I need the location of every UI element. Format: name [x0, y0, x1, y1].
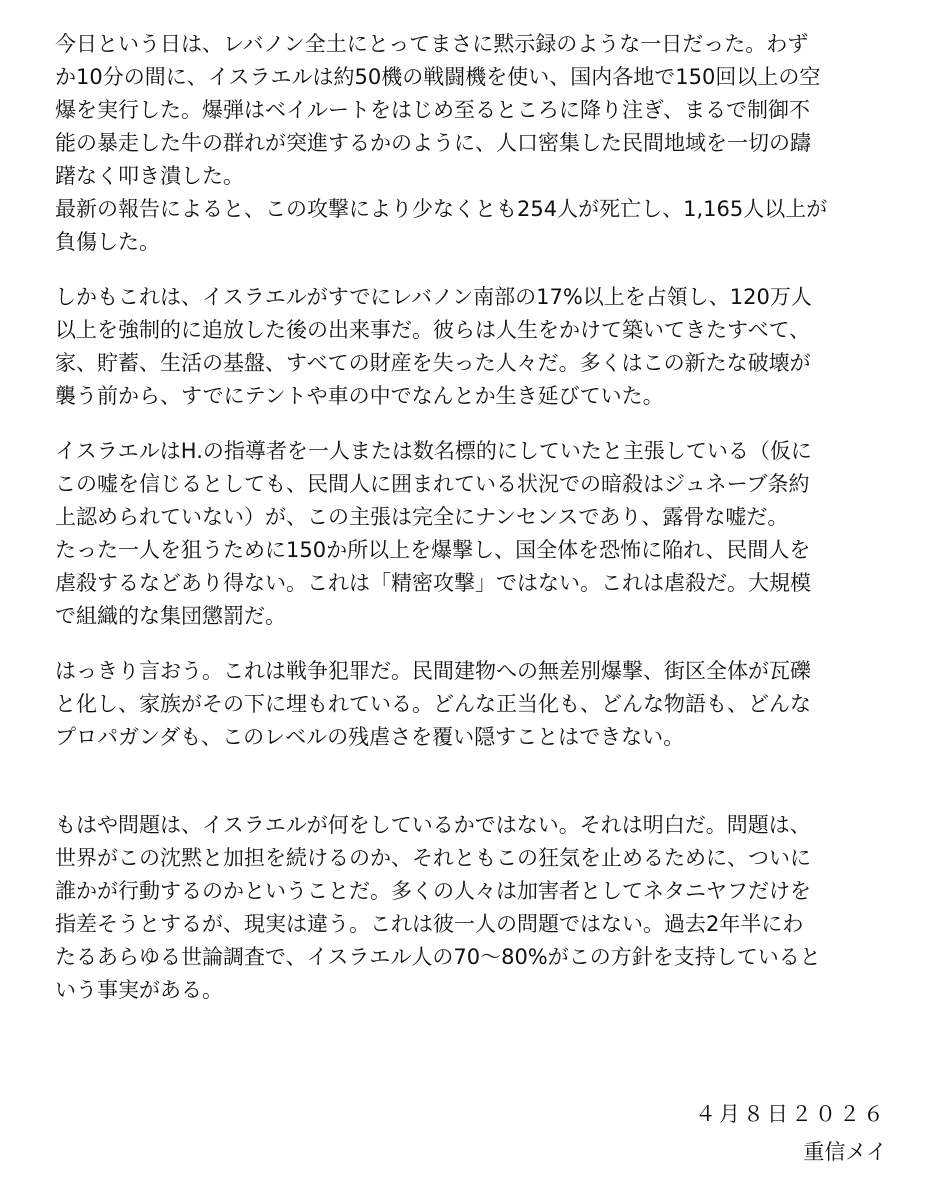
- signature-date: ４月８日２０２６: [695, 1102, 887, 1126]
- text-line: 上認められていない）が、この主張は完全にナンセンスであり、露骨な嘘だ。: [55, 505, 789, 529]
- text-line: 負傷した。: [55, 230, 160, 254]
- document-body: [55, 28, 895, 1007]
- paragraph-gap: [55, 259, 895, 281]
- text-line: たった一人を狙うために150か所以上を爆撃し、国全体を恐怖に陥れ、民間人を: [55, 538, 811, 562]
- text-line: と化し、家族がその下に埋もれている。どんな正当化も、どんな物語も、どんな: [55, 692, 811, 716]
- text-line: たるあらゆる世論調査で、イスラエル人の70〜80%がこの方針を支持していると: [55, 945, 821, 969]
- text-line: 能の暴走した牛の群れが突進するかのように、人口密集した民間地域を一切の躊: [55, 131, 811, 155]
- paragraph-3: [55, 435, 895, 633]
- text-line: 以上を強制的に追放した後の出来事だ。彼らは人生をかけて築いてきたすべて、: [55, 318, 811, 342]
- text-line: イスラエルはH.の指導者を一人または数名標的にしていたと主張している（仮に: [55, 439, 812, 463]
- paragraph-gap: [55, 754, 895, 809]
- text-line: 虐殺するなどあり得ない。これは「精密攻撃」ではない。これは虐殺だ。大規模: [55, 571, 811, 595]
- text-line: 誰かが行動するのかということだ。多くの人々は加害者としてネタニヤフだけを: [55, 879, 811, 903]
- text-line: 爆を実行した。爆弾はベイルートをはじめ至るところに降り注ぎ、まるで制御不: [55, 98, 810, 122]
- text-line: 最新の報告によると、この攻撃により少なくとも254人が死亡し、1,165人以上が: [55, 197, 828, 221]
- paragraph-4: [55, 655, 895, 754]
- paragraph-1: [55, 28, 895, 259]
- text-line: 襲う前から、すでにテントや車の中でなんとか生き延びていた。: [55, 384, 664, 408]
- paragraph-gap: [55, 633, 895, 655]
- paragraph-2: [55, 281, 895, 413]
- signature-author: 重信メイ: [803, 1140, 887, 1164]
- text-line: 躇なく叩き潰した。: [55, 164, 244, 188]
- paragraph-gap: [55, 413, 895, 435]
- text-line: か10分の間に、イスラエルは約50機の戦闘機を使い、国内各地で150回以上の空: [55, 65, 821, 89]
- text-line: 世界がこの沈黙と加担を続けるのか、それともこの狂気を止めるために、ついに: [55, 846, 811, 870]
- text-line: で組織的な集団懲罰だ。: [55, 604, 286, 628]
- text-line: 指差そうとするが、現実は違う。これは彼一人の問題ではない。過去2年半にわ: [55, 912, 804, 936]
- text-line: プロパガンダも、このレベルの残虐さを覆い隠すことはできない。: [55, 725, 685, 749]
- text-line: しかもこれは、イスラエルがすでにレバノン南部の17%以上を占領し、120万人: [55, 285, 812, 309]
- text-line: はっきり言おう。これは戦争犯罪だ。民間建物への無差別爆撃、街区全体が瓦礫: [55, 659, 811, 683]
- text-line: 家、貯蓄、生活の基盤、すべての財産を失った人々だ。多くはこの新たな破壊が: [55, 351, 811, 375]
- text-line: もはや問題は、イスラエルが何をしているかではない。それは明白だ。問題は、: [55, 813, 811, 837]
- text-line: いう事実がある。: [55, 978, 223, 1002]
- paragraph-5: [55, 809, 895, 1007]
- text-line: 今日という日は、レバノン全土にとってまさに黙示録のような一日だった。わず: [55, 32, 809, 56]
- text-line: この嘘を信じるとしても、民間人に囲まれている状況での暗殺はジュネーブ条約: [55, 472, 810, 496]
